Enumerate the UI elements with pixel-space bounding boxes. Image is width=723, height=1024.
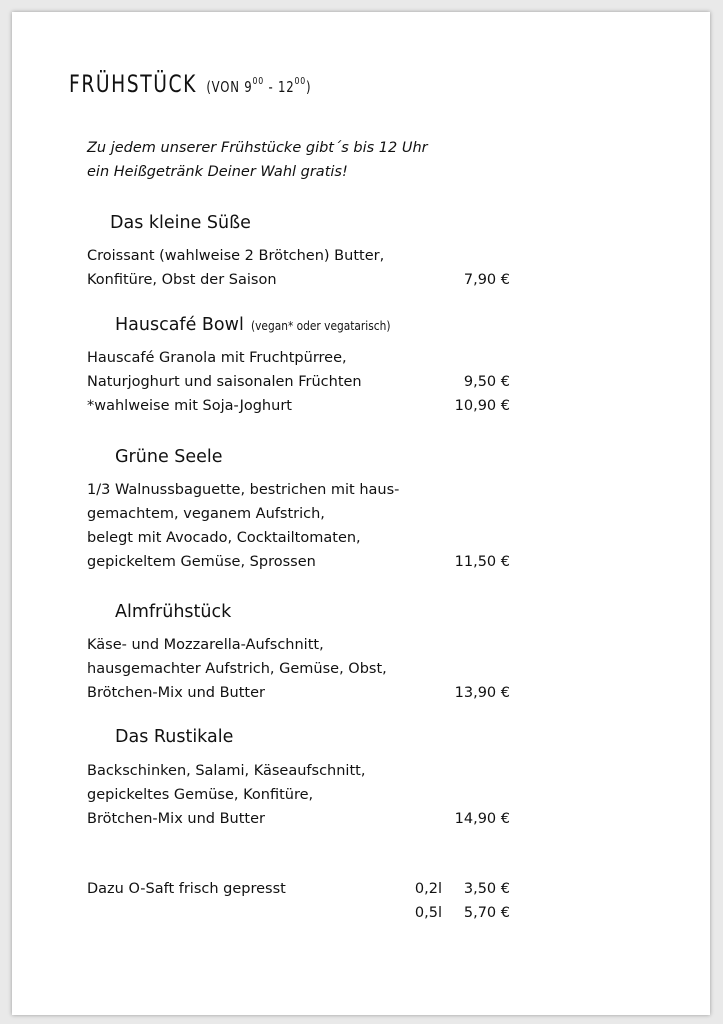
item-description: Hauscafé Granola mit Fruchtpürree, Naturjoghurt und saisonalen Früchten *wahlweise mit Soja-Joghurt: [87, 350, 362, 414]
juice-price: 5,70 €: [463, 905, 510, 921]
item-description: Käse- und Mozzarella-Aufschnitt, hausgemachter Aufstrich, Gemüse, Obst, Brötchen-Mix und Butter: [87, 637, 387, 701]
item-name: Hauscafé Bowl: [115, 315, 244, 335]
intro-text: [87, 136, 428, 184]
page-title: [69, 70, 311, 98]
item-price: 11,50 €: [454, 554, 510, 570]
intro-line: ein Heißgetränk Deiner Wahl gratis!: [87, 164, 348, 180]
item-price: 7,90 €: [463, 272, 510, 288]
menu-page: [12, 12, 710, 1015]
item-name: Das Rustikale: [115, 727, 234, 747]
juice-price: 3,50 €: [463, 881, 510, 897]
item-name: Almfrühstück: [115, 602, 232, 622]
item-note: (vegan* oder vegatarisch): [251, 318, 391, 333]
title-hours: (VON $9^{00} - 12^{00}$): [206, 76, 312, 96]
title-main: FRÜHSTÜCK: [69, 70, 197, 98]
item-price: 9,50 €: [463, 374, 510, 390]
juice-label: Dazu O-Saft frisch gepresst: [87, 881, 286, 897]
item-name: Das kleine Süße: [110, 213, 251, 233]
item-price-alt: 10,90 €: [454, 398, 510, 414]
item-price: 13,90 €: [454, 685, 510, 701]
item-description: 1/3 Walnussbaguette, bestrichen mit haus- gemachtem, veganem Aufstrich, belegt mit Avocado, Cocktailtomaten, gepickeltem Gemüse, Sprossen: [87, 482, 400, 570]
item-name: Grüne Seele: [115, 447, 223, 467]
juice-size: 0,5l: [414, 905, 442, 921]
item-price: 14,90 €: [454, 811, 510, 827]
intro-line: Zu jedem unserer Frühstücke gibt´s bis 12 Uhr: [87, 140, 428, 156]
item-description: Backschinken, Salami, Käseaufschnitt, gepickeltes Gemüse, Konfitüre, Brötchen-Mix und Butter: [87, 763, 366, 827]
item-heading: [115, 315, 416, 335]
item-description: Croissant (wahlweise 2 Brötchen) Butter, Konfitüre, Obst der Saison: [87, 248, 385, 288]
juice-size: 0,2l: [414, 881, 442, 897]
